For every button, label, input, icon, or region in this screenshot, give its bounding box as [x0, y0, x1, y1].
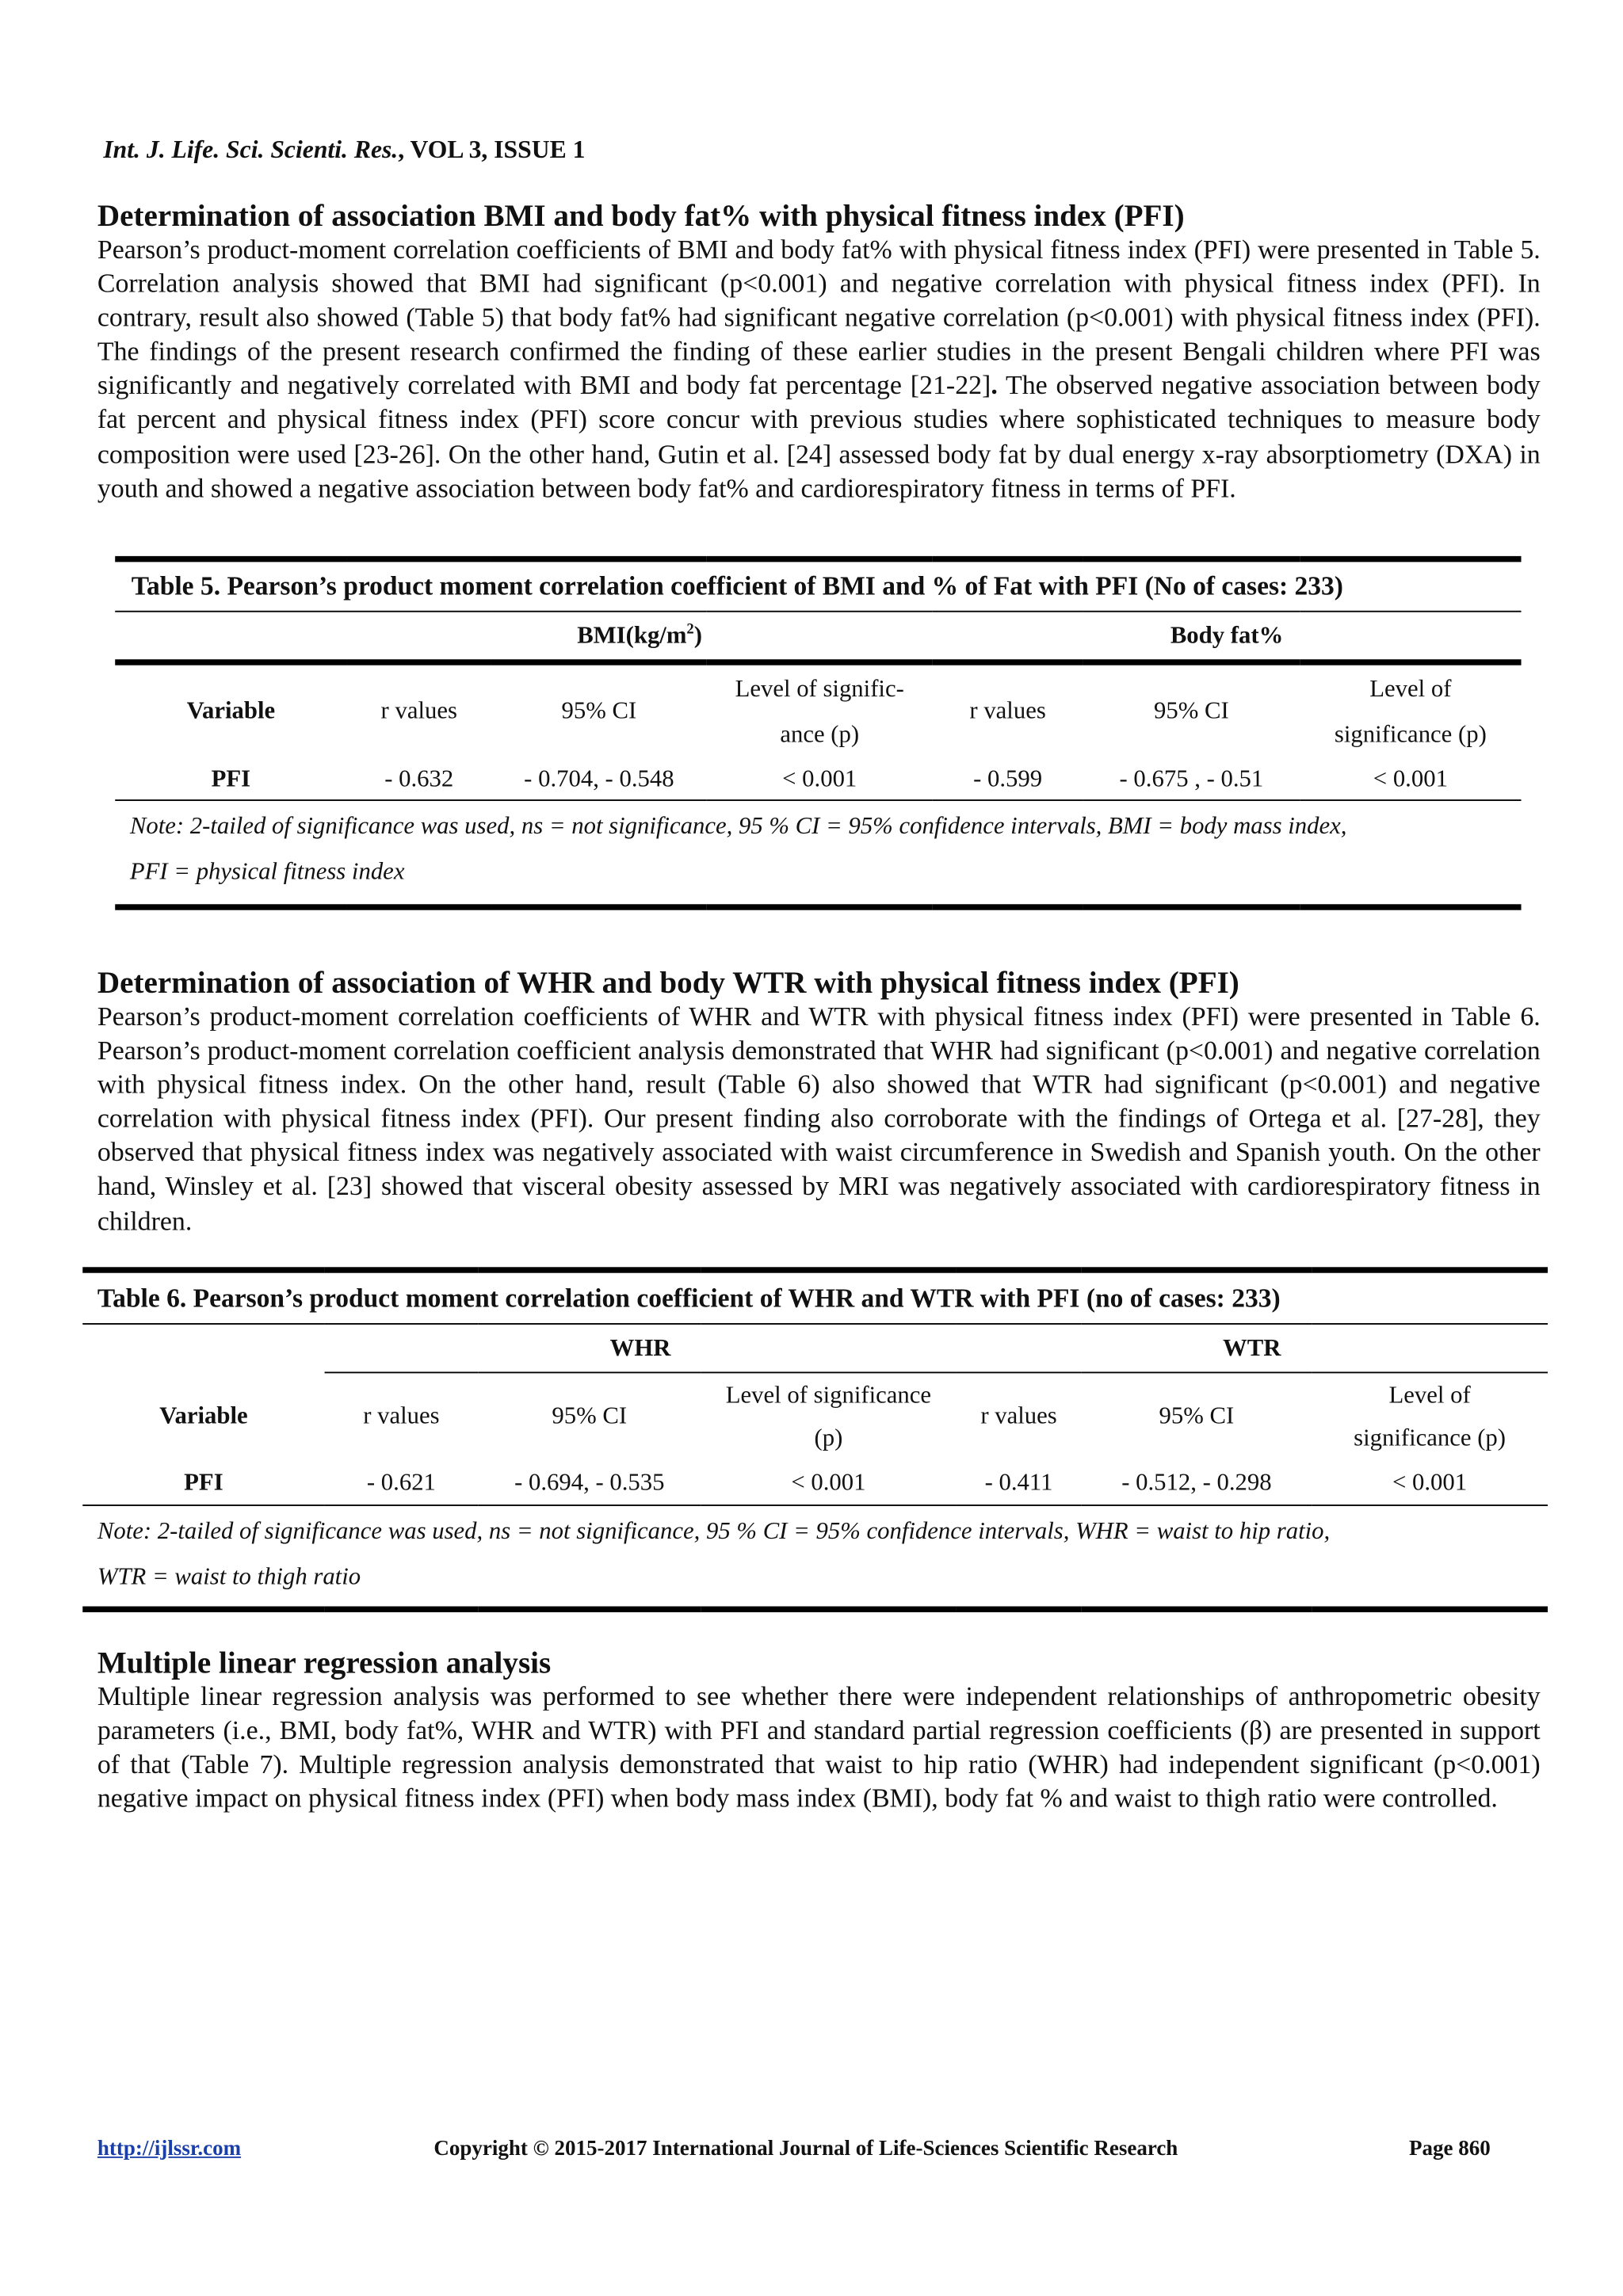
column-group-header: $BMI(kg/m^2)$: [577, 620, 702, 650]
section-heading: Multiple linear regression analysis: [97, 1644, 552, 1680]
column-group-header: WTR: [1223, 1333, 1281, 1361]
column-header: Level of significance (p): [1312, 1371, 1548, 1460]
journal-volume-issue: , VOL 3, ISSUE 1: [398, 135, 586, 164]
column-header: r values: [325, 1371, 479, 1460]
column-group-header: Body fat%: [1170, 620, 1284, 650]
column-header: 95% CI: [1082, 1371, 1312, 1460]
footer-copyright: Copyright © 2015-2017 International Journal of Life-Sciences Scientific Research: [433, 2137, 1178, 2161]
section-regression: [97, 1645, 1541, 1817]
footer-url[interactable]: [97, 2138, 241, 2163]
section-heading: Determination of association of WHR and body WTR with physical fitness index (PFI): [97, 964, 1239, 1001]
column-header: r values: [933, 662, 1083, 757]
section-bmi-bodyfat: [97, 197, 1541, 505]
page-number: Page 860: [1409, 2137, 1491, 2161]
section-paragraph: Pearson’s product-moment correlation coefficients of BMI and body fat% with physical fitness index (PFI) were presented in Table 5. Correlation analysis showed that BMI had significant (p<0.001) and negative correlation with physical fitness index (PFI). In contrary, result also showed (Table 5) that body fat% had significant negative correlation (p<0.001) with physical fitness index (PFI). The findings of the present research confirmed the finding of these earlier studies in the present Bengali children where PFI was significantly and negatively correlated with BMI and body fat percentage [21-22]. The observed negative association between body fat percent and physical fitness index (PFI) score concur with previous studies where sophisticated techniques to measure body composition were used [23-26]. On the other hand, Gutin et al. [24] assessed body fat by dual energy x-ray absorptiometry (DXA) in youth and showed a negative association between body fat% and cardiorespiratory fitness in terms of PFI.: [97, 235, 1541, 503]
table-note: Note: 2-tailed of significance was used, ns = not significance, 95 % CI = 95% confidence intervals, BMI = body mass index, PFI = physical fitness index: [129, 810, 1347, 886]
column-header: 95% CI: [491, 662, 707, 757]
table-row: PFI - 0.632 - 0.704, - 0.548 < 0.001 - 0.599 - 0.675 , - 0.51 < 0.001: [211, 763, 1448, 791]
column-header: Level of significance (p): [701, 1371, 956, 1460]
column-header: Level of signific- ance (p): [707, 662, 933, 757]
row-header: Variable: [115, 662, 346, 757]
column-header: r values: [956, 1371, 1081, 1460]
row-header: Variable: [159, 1401, 248, 1430]
table-caption: Table 6. Pearson’s product moment correlation coefficient of WHR and WTR with PFI (no of cases: 233): [97, 1282, 1281, 1313]
section-heading: Determination of association BMI and body fat% with physical fitness index (PFI): [97, 197, 1185, 234]
running-header: [103, 135, 585, 165]
table-note: Note: 2-tailed of significance was used, ns = not significance, 95 % CI = 95% confidence intervals, WHR = waist to hip ratio, WTR = waist to thigh ratio: [97, 1516, 1331, 1591]
column-header: 95% CI: [478, 1371, 701, 1460]
table-5: [115, 556, 1521, 910]
journal-name: Int. J. Life. Sci. Scienti. Res.: [103, 135, 399, 164]
column-header: r values: [347, 662, 491, 757]
section-paragraph: Multiple linear regression analysis was performed to see whether there were independent relationships of anthropometric obesity parameters (i.e., BMI, body fat%, WHR and WTR) with PFI and standard partial regression coefficients (β) are presented in support of that (Table 7). Multiple regression analysis demonstrated that waist to hip ratio (WHR) had independent significant (p<0.001) negative impact on physical fitness index (PFI) when body mass index (BMI), body fat % and waist to thigh ratio were controlled.: [97, 1681, 1541, 1814]
column-header: 95% CI: [1083, 662, 1300, 757]
table-6: [82, 1267, 1548, 1612]
section-paragraph: Pearson’s product-moment correlation coefficients of WHR and WTR with physical fitness index (PFI) were presented in Table 6. Pearson’s product-moment correlation coefficient analysis demonstrated that WHR had significant (p<0.001) and negative correlation with physical fitness index. On the other hand, result (Table 6) also showed that WTR had significant (p<0.001) and negative correlation with physical fitness index (PFI). Our present finding also corroborate with the findings of Ortega et al. [27-28], they observed that physical fitness index was negatively associated with waist circumference in Swedish and Spanish youth. On the other hand, Winsley et al. [23] showed that visceral obesity assessed by MRI was negatively associated with cardiorespiratory fitness in children.: [97, 1001, 1541, 1236]
section-whr-wtr: [97, 965, 1541, 1239]
table-caption: Table 5. Pearson’s product moment correlation coefficient of BMI and % of Fat with PFI (No of cases: 233): [131, 570, 1343, 601]
journal-link[interactable]: http://ijlssr.com: [97, 2137, 242, 2161]
column-group-header: WHR: [609, 1333, 671, 1361]
column-header: Level of significance (p): [1300, 662, 1521, 757]
table-row: PFI - 0.621 - 0.694, - 0.535 < 0.001 - 0.411 - 0.512, - 0.298 < 0.001: [184, 1467, 1468, 1496]
